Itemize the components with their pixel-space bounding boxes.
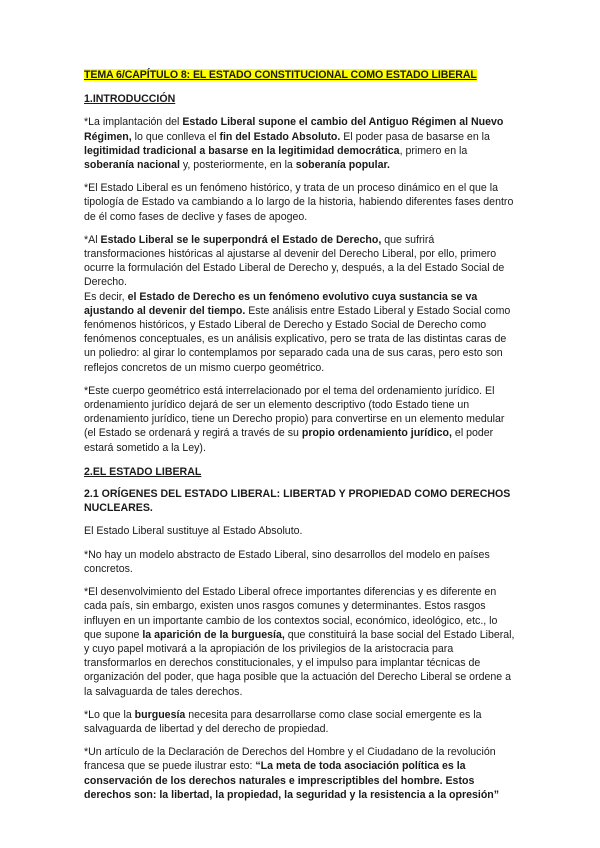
bold-text-run: Estado Liberal supone el cambio del Antiguo Régimen al Nuevo Régimen, (84, 116, 504, 143)
text-run: necesita para desarrollarse como clase social emergente es la salvaguarda de libertad y del derecho de propiedad. (84, 708, 482, 735)
bold-text-run: burguesía (134, 708, 186, 721)
text-run: lo que conlleva el (131, 130, 220, 143)
subsection-heading-origenes: 2.1 ORÍGENES DEL ESTADO LIBERAL: LIBERTAD Y PROPIEDAD COMO DERECHOS NUCLEARES. (84, 488, 511, 515)
text-run: que constituirá la base social del Estado Liberal, y cuyo papel motivará a la apropiación de los privilegios de la aristocracia para transformarlos en derechos constitucionales, y el impulso para implantar técnicas de organización del poder, que haga posible que la actuación del Derecho Liberal se ordene a la salvaguarda de tales derechos. (84, 628, 515, 698)
section-heading-introduccion: 1.INTRODUCCIÓN (84, 93, 176, 106)
paragraph-cuerpo-geometrico (84, 384, 516, 455)
document-title-line (84, 68, 516, 82)
text-run: *No hay un modelo abstracto de Estado Liberal, sino desarrollos del modelo en países concretos. (84, 548, 490, 575)
bold-text-run: Estado Liberal se le superpondrá el Estado de Derecho, (100, 233, 382, 246)
paragraph-declaracion (84, 745, 516, 802)
text-run: *La implantación del (84, 116, 183, 129)
text-run: *Un artículo de la Declaración de Derechos del Hombre y el Ciudadano de la revolución francesa que se puede ilustrar esto: (84, 746, 496, 773)
text-run: Es decir, (84, 290, 128, 303)
text-run: *Al (84, 233, 101, 246)
text-run: y, posteriormente, en la (179, 159, 296, 172)
bold-text-run: soberanía nacional (84, 159, 180, 172)
text-run: que sufrirá transformaciones históricas al ajustarse al devenir del Derecho Liberal, por ello, primero ocurre la formulación del Estado Liberal de Derecho y, después, a la del Estado Social de Derecho. (84, 233, 505, 289)
paragraph-burguesia (84, 708, 516, 736)
bold-text-run: legitimidad tradicional a basarse en la legitimidad democrática (84, 144, 400, 157)
text-run: , primero en la (399, 144, 468, 157)
document-title: TEMA 6/CAPÍTULO 8: EL ESTADO CONSTITUCIONAL COMO ESTADO LIBERAL (84, 69, 477, 81)
bold-text-run: el Estado de Derecho es un fenómeno evolutivo cuya sustancia se va ajustando al devenir del tiempo. (84, 290, 478, 317)
text-run: *El desenvolvimiento del Estado Liberal ofrece importantes diferencias y es diferente en cada país, sin embargo, existen unos rasgos comunes y determinantes. Estos rasgos influyen en un importante cambio de los contextos social, económico, ideológico, etc., lo que supone (84, 586, 498, 641)
bold-text-run: fin del Estado Absoluto. (219, 130, 341, 143)
text-run: *Este cuerpo geométrico está interrelacionado por el tema del ordenamiento jurídico. El ordenamiento jurídico dejará de ser un elemento descriptivo (todo Estado tiene un ordenamiento jurídico, tiene un Derecho propio) para convertirse en un elemento medular (el Estado se ordenará y regirá a través de su (84, 384, 505, 440)
text-run: El Estado Liberal sustituye al Estado Absoluto. (84, 525, 303, 538)
paragraph-modelo-abstracto (84, 548, 516, 576)
bold-text-run: soberanía popular. (295, 159, 390, 172)
text-run: *Lo que la (84, 708, 135, 721)
paragraph-estado-de-derecho (84, 233, 516, 290)
bold-text-run: “La meta de toda asociación política es la conservación de los derechos naturales e imprescriptibles del hombre. Estos derechos son: la libertad, la propiedad, la seguridad y la resistencia a la opresión” (84, 760, 500, 801)
bold-text-run: propio ordenamiento jurídico, (301, 427, 452, 440)
text-run: Este análisis entre Estado Liberal y Estado Social como fenómenos históricos, y Estado Liberal de Derecho y Estado Social de Derecho como fenómenos conceptuales, es un análisis explicativo, pero se trata de las distintas caras de un poliedro: al girar lo contemplamos por separado cada una de sus caras, pero esto son reflejos concretos de un mismo cuerpo geométrico. (84, 304, 511, 374)
paragraph-fenomeno-historico (84, 181, 516, 224)
paragraph-sustituye (84, 524, 516, 538)
text-run: *El Estado Liberal es un fenómeno histórico, y trata de un proceso dinámico en el que la tipología de Estado va cambiando a lo largo de la historia, habiendo diferentes fases dentro de él como fases de declive y fases de apogeo. (84, 182, 514, 223)
bold-text-run: la aparición de la burguesía, (142, 628, 285, 641)
paragraph-implantacion (84, 115, 516, 172)
text-run: El poder pasa de basarse en la (340, 130, 490, 143)
text-run: el poder estará sometido a la Ley). (84, 427, 494, 454)
paragraph-desenvolvimiento (84, 585, 516, 699)
paragraph-es-decir (84, 290, 516, 375)
section-heading-estado-liberal: 2.EL ESTADO LIBERAL (84, 465, 202, 478)
